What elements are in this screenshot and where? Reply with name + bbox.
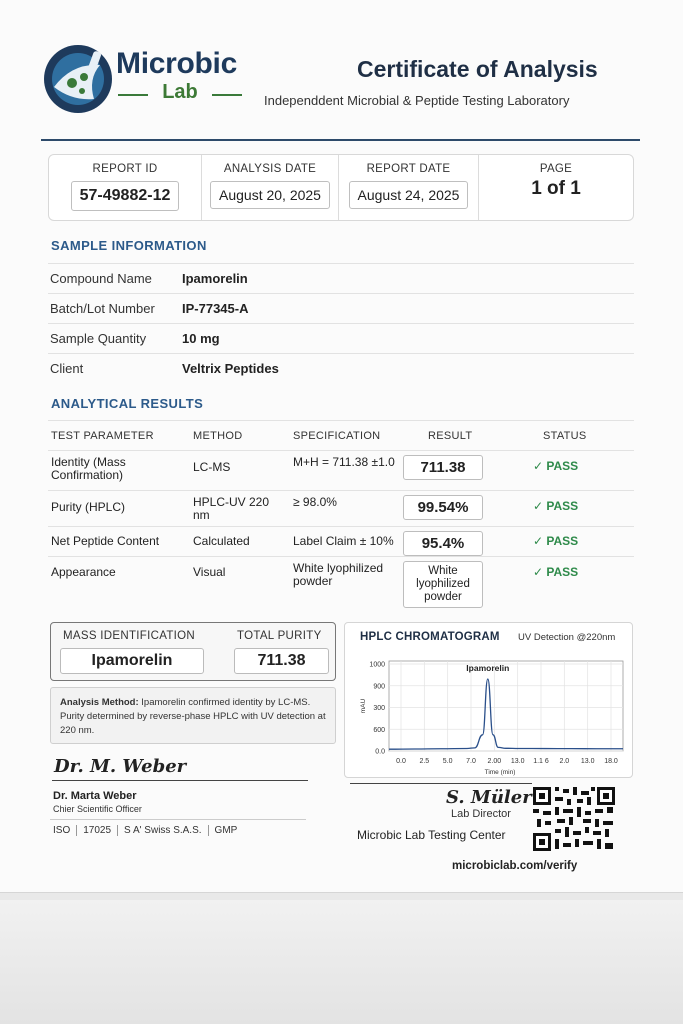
- table-row: [48, 450, 634, 490]
- info-key: Client: [50, 361, 84, 376]
- cert-iso: ISO: [53, 825, 71, 836]
- cert-sas: S A' Swiss S.A.S.: [117, 825, 208, 836]
- test-spec: M+H = 711.38 ±1.0: [293, 455, 395, 469]
- page-cell: [479, 155, 633, 220]
- qr-code-icon[interactable]: [533, 787, 615, 851]
- x-tick-label: 1.1 6: [533, 758, 549, 765]
- test-result: 99.54%: [403, 495, 483, 520]
- test-method: LC-MS: [193, 460, 231, 474]
- report-id-label: REPORT ID: [92, 163, 158, 175]
- test-method: HPLC-UV 220 nm: [193, 495, 270, 522]
- document-subtitle: Independdent Microbial & Peptide Testing Laboratory: [264, 93, 570, 108]
- certifications: [53, 825, 243, 836]
- signer-title: Chier Scientific Officer: [53, 804, 142, 814]
- col-header: METHOD: [193, 429, 243, 442]
- brand-name: Microbic: [116, 47, 237, 80]
- cert-17025: 17025: [76, 825, 117, 836]
- header-divider: [41, 139, 640, 141]
- x-tick-label: 13.0: [510, 758, 525, 765]
- col-header: SPECIFICATION: [293, 429, 381, 442]
- col-header: STATUS: [543, 429, 587, 442]
- table-row: [48, 556, 634, 606]
- info-key: Sample Quantity: [50, 331, 147, 346]
- page-label: PAGE: [539, 163, 573, 175]
- x-tick-label: 18.0: [604, 758, 618, 765]
- y-tick-label: 1000: [369, 661, 385, 669]
- microbic-lab-logo: [42, 43, 114, 115]
- y-tick-label: 600: [373, 726, 385, 734]
- sample-info-table: [48, 263, 634, 383]
- test-spec: White lyophilized powder: [293, 561, 384, 588]
- info-value: 10 mg: [182, 331, 220, 346]
- chart-title: HPLC CHROMATOGRAM: [360, 631, 500, 643]
- test-result: 711.38: [403, 455, 483, 480]
- analytical-results-title: ANALYTICAL RESULTS: [51, 396, 204, 411]
- analysis-date-label: ANALYSIS DATE: [223, 163, 317, 175]
- total-purity-label: TOTAL PURITY: [237, 630, 322, 642]
- info-row: [48, 353, 634, 383]
- signature-line-right: [350, 783, 532, 784]
- method-text: Ipamorelin confirmed identity by LC-MS. Purity determined by reverse-phase HPLC with UV detection at 220 nm.: [60, 697, 326, 736]
- col-header: RESULT: [428, 429, 473, 442]
- chart-subtitle: UV Detection @220nm: [518, 632, 616, 643]
- info-key: Compound Name: [50, 271, 152, 286]
- results-table: [48, 420, 634, 606]
- test-parameter: Purity (HPLC): [51, 500, 126, 514]
- brand-sub-text: Lab: [162, 81, 198, 103]
- cert-divider: [50, 819, 306, 820]
- testing-center-name: Microbic Lab Testing Center: [357, 828, 506, 842]
- report-id-value: 57-49882-12: [71, 181, 180, 211]
- sample-info-title: SAMPLE INFORMATION: [51, 238, 207, 253]
- report-meta: [48, 154, 634, 221]
- test-parameter: Net Peptide Content: [51, 534, 160, 548]
- table-row: [48, 490, 634, 526]
- analysis-method-note: [50, 687, 336, 744]
- status-badge: ✓ PASS: [533, 565, 579, 579]
- signature-muler: S. Müler: [446, 787, 532, 808]
- x-tick-label: 5.0: [442, 758, 453, 765]
- brand-sub: [118, 83, 242, 105]
- x-tick-label: 13.0: [580, 758, 595, 765]
- status-badge: ✓ PASS: [533, 499, 579, 513]
- test-result: 95.4%: [403, 531, 483, 556]
- hplc-chromatogram: [344, 622, 633, 778]
- chromatogram-plot: [345, 623, 634, 779]
- document-title: Certificate of Analysis: [357, 56, 598, 82]
- test-parameter: Appearance: [51, 565, 116, 579]
- verify-link[interactable]: microbiclab.com/verify: [452, 860, 578, 872]
- test-spec: ≥ 98.0%: [293, 495, 337, 509]
- lab-director-title: Lab Director: [451, 808, 511, 820]
- info-row: [48, 323, 634, 353]
- report-id-cell: [49, 155, 202, 220]
- test-parameter: Identity (Mass Confirmation): [51, 455, 126, 482]
- x-tick-label: 0.0: [396, 758, 406, 765]
- test-method: Calculated: [193, 534, 250, 548]
- table-row: [48, 526, 634, 556]
- cert-gmp: GMP: [208, 825, 244, 836]
- y-axis-label: mAU: [360, 698, 367, 714]
- report-date-value: August 24, 2025: [349, 181, 469, 209]
- analysis-date-value: August 20, 2025: [210, 181, 330, 209]
- test-spec: Label Claim ± 10%: [293, 534, 394, 548]
- col-header: TEST PARAMETER: [51, 429, 154, 442]
- results-header-row: [48, 420, 634, 450]
- x-tick-label: 2.00: [487, 758, 502, 765]
- mass-id-label: MASS IDENTIFICATION: [63, 630, 195, 642]
- peak-label: Ipamorelin: [466, 663, 510, 673]
- report-date-cell: [339, 155, 479, 220]
- status-badge: ✓ PASS: [533, 459, 579, 473]
- info-row: [48, 263, 634, 293]
- signature-weber: Dr. M. Weber: [54, 756, 187, 777]
- x-tick-label: 2.0: [559, 758, 570, 765]
- info-value: Veltrix Peptides: [182, 361, 279, 376]
- test-result: White lyophilized powder: [403, 561, 483, 608]
- mass-purity-summary: [50, 622, 336, 681]
- test-method: Visual: [193, 565, 226, 579]
- page-value: 1 of 1: [531, 178, 581, 199]
- analysis-date-cell: [202, 155, 339, 220]
- x-axis-label: Time (min): [484, 769, 516, 776]
- signature-line: [52, 780, 308, 781]
- x-tick-label: 2.5: [419, 758, 430, 765]
- background-surface: [0, 900, 683, 1024]
- info-value: Ipamorelin: [182, 271, 248, 286]
- info-value: IP-77345-A: [182, 301, 249, 316]
- y-tick-label: 900: [373, 683, 385, 691]
- x-tick-label: 7.0: [466, 758, 476, 765]
- info-row: [48, 293, 634, 323]
- mass-id-value: Ipamorelin: [60, 648, 204, 674]
- y-tick-label: 300: [373, 705, 385, 712]
- info-key: Batch/Lot Number: [50, 301, 155, 316]
- signer-name: Dr. Marta Weber: [53, 790, 137, 802]
- report-date-label: REPORT DATE: [366, 163, 451, 175]
- status-badge: ✓ PASS: [533, 534, 579, 548]
- total-purity-value: 711.38: [234, 648, 329, 674]
- y-tick-label: 0.0: [375, 748, 385, 756]
- method-label: Analysis Method:: [60, 697, 139, 708]
